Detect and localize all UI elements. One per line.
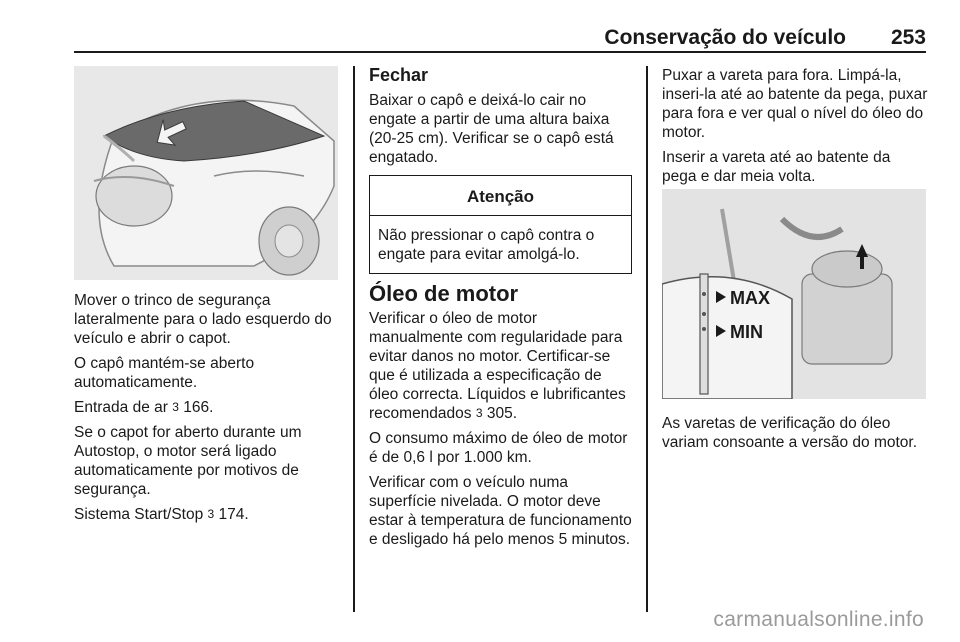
- page-header: [74, 24, 926, 50]
- oleo-ref[interactable]: 305.: [486, 405, 518, 422]
- paragraph: [74, 505, 340, 524]
- ref-arrow-icon: 3: [475, 406, 483, 420]
- startstop-ref[interactable]: 174.: [218, 506, 249, 523]
- engine-dipstick-illustration: [662, 189, 926, 399]
- min-label: MIN: [730, 322, 763, 342]
- entrada-ref[interactable]: 166.: [183, 399, 214, 416]
- column-divider-2: [646, 66, 648, 612]
- column-divider-1: [353, 66, 355, 612]
- car-hood-figure: [74, 66, 338, 280]
- paragraph: Inserir a vareta até ao batente da pega e dar meia volta.: [662, 149, 891, 185]
- paragraph: [74, 398, 340, 417]
- figure-caption: [662, 414, 928, 458]
- paragraph: Verificar com o veículo numa superfície nivelada. O motor deve estar à temperatura de funcionamento e desligado há pelo menos 5 minutos.: [369, 474, 632, 548]
- oleo-heading: Óleo de motor: [369, 281, 519, 306]
- ref-arrow-icon: 3: [172, 400, 179, 414]
- paragraph: O capô mantém-se aberto automaticamente.: [74, 355, 255, 391]
- paragraph: Mover o trinco de segurança lateralmente para o lado esquerdo do veículo e abrir o capot.: [74, 292, 332, 347]
- section-title: Conservação do veículo: [604, 26, 846, 49]
- max-label: MAX: [730, 288, 770, 308]
- dipstick-figure: [662, 189, 926, 399]
- attention-title: Atenção: [370, 176, 631, 216]
- ref-arrow-icon: 3: [207, 507, 215, 521]
- attention-box: [369, 175, 632, 274]
- car-hood-illustration: [74, 66, 338, 280]
- paragraph: [369, 309, 632, 423]
- caption-text: As varetas de verificação do óleo variam consoante a versão do motor.: [662, 415, 918, 451]
- paragraph: Baixar o capô e deixá-lo cair no engate a partir de uma altura baixa (20-25 cm). Verificar se o capô está engatado.: [369, 92, 614, 166]
- entrada-text: Entrada de ar: [74, 399, 168, 416]
- oleo-text: Verificar o óleo de motor manualmente com regularidade para evitar danos no motor. Certificar-se que é utilizada a especificação de óleo correcta. Líquidos e lubrificantes recomendados: [369, 310, 626, 422]
- column-3: [662, 66, 928, 192]
- watermark: carmanualsonline.info: [713, 608, 924, 631]
- page-number: 253: [890, 26, 926, 49]
- paragraph: O consumo máximo de óleo de motor é de 0,6 l por 1.000 km.: [369, 430, 628, 466]
- column-1: [74, 291, 340, 530]
- header-rule: [74, 51, 926, 53]
- paragraph: Puxar a vareta para fora. Limpá-la, inseri-la até ao batente da pega, puxar para fora e ver qual o nível do óleo do motor.: [662, 67, 928, 141]
- paragraph: Se o capot for aberto durante um Autostop, o motor será ligado automaticamente por motivos de segurança.: [74, 424, 302, 498]
- fechar-heading: Fechar: [369, 65, 429, 85]
- column-2: [369, 66, 632, 555]
- startstop-text: Sistema Start/Stop: [74, 506, 204, 523]
- attention-text: Não pressionar o capô contra o engate para evitar amolgá-lo.: [378, 227, 595, 263]
